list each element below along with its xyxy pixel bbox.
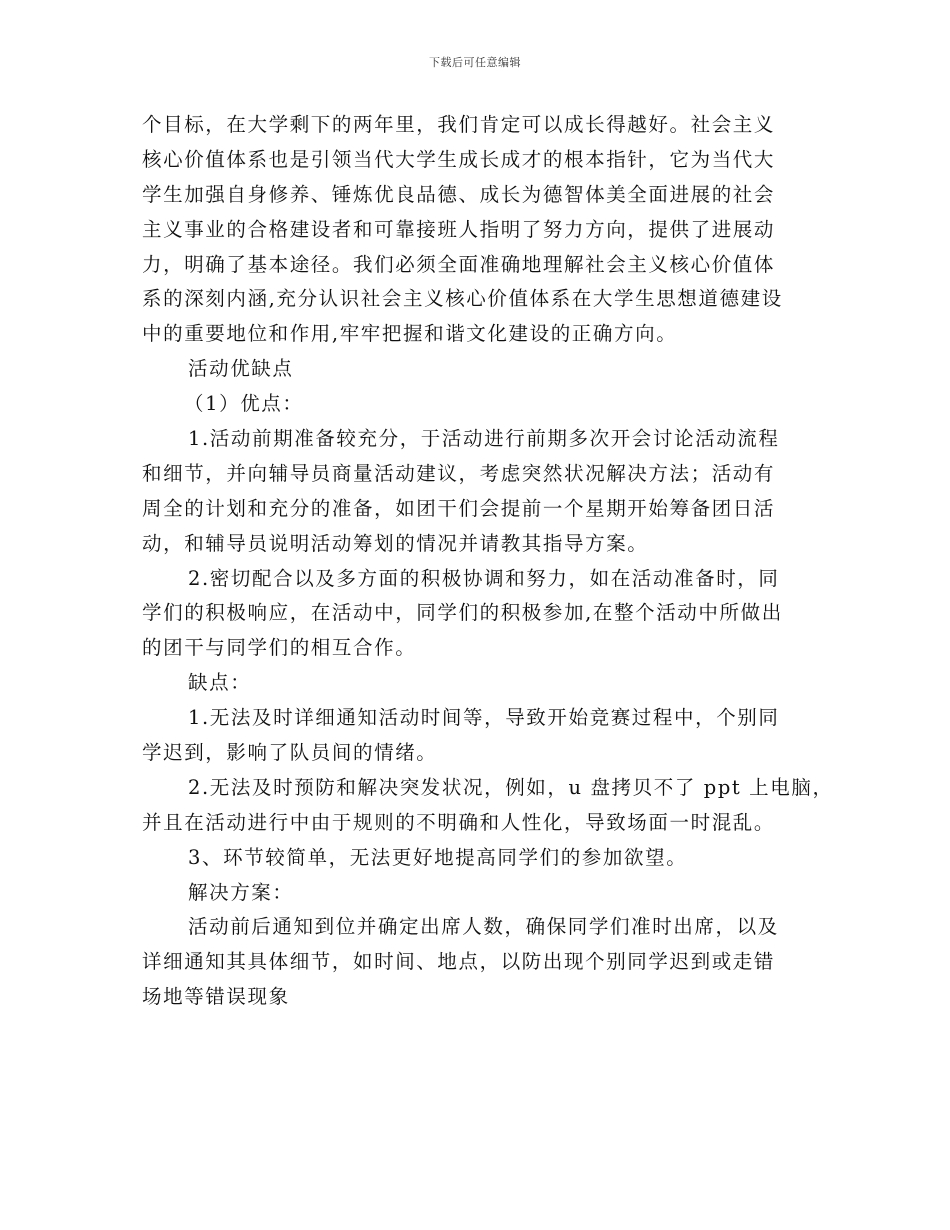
text-line: 2.密切配合以及多方面的积极协调和努力，如在活动准备时，同 bbox=[188, 566, 780, 590]
page-header: 下载后可任意编辑 bbox=[429, 56, 521, 69]
text-line: （1）优点： bbox=[184, 392, 304, 416]
text-line: 力，明确了基本途径。我们必须全面准确地理解社会主义核心价值体 bbox=[142, 252, 776, 276]
text-line: 解决方案： bbox=[188, 880, 294, 904]
text-line: 核心价值体系也是引领当代大学生成长成才的根本指针，它为当代大 bbox=[142, 147, 776, 171]
text-line: 的团干与同学们的相互合作。 bbox=[142, 636, 417, 660]
text-line: 学生加强自身修养、锤炼优良品德、成长为德智体美全面进展的社会 bbox=[142, 182, 776, 206]
text-line: 和细节，并向辅导员商量活动建议，考虑突然状况解决方法；活动有 bbox=[142, 461, 776, 485]
text-line: 场地等错误现象 bbox=[142, 985, 290, 1009]
text-line: 详细通知其具体细节，如时间、地点，以防出现个别同学迟到或走错 bbox=[142, 950, 776, 974]
text-line: 2.无法及时预防和解决突发状况，例如，u 盘拷贝不了 ppt 上电脑， bbox=[188, 775, 834, 799]
text-line: 学们的积极响应，在活动中，同学们的积极参加,在整个活动中所做出 bbox=[142, 601, 783, 625]
text-line: 活动优缺点 bbox=[188, 357, 294, 381]
text-line: 缺点： bbox=[188, 671, 252, 695]
text-line: 个目标，在大学剩下的两年里，我们肯定可以成长得越好。社会主义 bbox=[142, 113, 776, 136]
document-body bbox=[142, 108, 834, 1015]
text-line: 中的重要地位和作用,牢牢把握和谐文化建设的正确方向。 bbox=[142, 322, 678, 346]
text-line: 1.无法及时详细通知活动时间等，导致开始竞赛过程中，个别同 bbox=[188, 706, 780, 730]
text-line: 学迟到，影响了队员间的情绪。 bbox=[142, 741, 438, 765]
text-line: 活动前后通知到位并确定出席人数，确保同学们准时出席，以及 bbox=[188, 915, 779, 939]
text-line: 周全的计划和充分的准备，如团干们会提前一个星期开始筹备团日活 bbox=[142, 496, 776, 520]
text-line: 系的深刻内涵,充分认识社会主义核心价值体系在大学生思想道德建设 bbox=[142, 287, 783, 311]
text-line: 主义事业的合格建设者和可靠接班人指明了努力方向，提供了进展动 bbox=[142, 217, 776, 241]
text-line: 3、环节较简单，无法更好地提高同学们的参加欲望。 bbox=[188, 845, 688, 869]
text-line: 1.活动前期准备较充分，于活动进行前期多次开会讨论活动流程 bbox=[188, 427, 780, 451]
text-line: 动，和辅导员说明活动筹划的情况并请教其指导方案。 bbox=[142, 531, 649, 555]
text-line: 并且在活动进行中由于规则的不明确和人性化，导致场面一时混乱。 bbox=[142, 810, 776, 834]
